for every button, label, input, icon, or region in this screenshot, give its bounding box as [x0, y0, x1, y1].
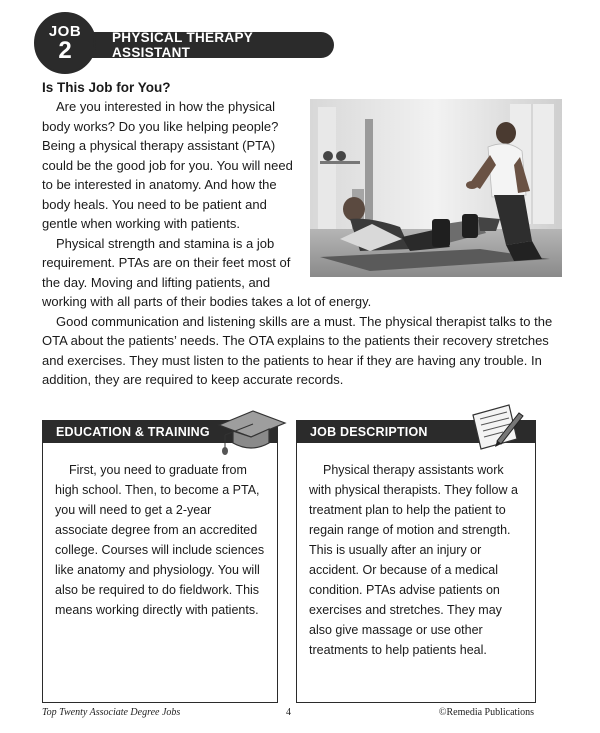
page-number: 4	[286, 707, 291, 718]
job-description-box	[296, 420, 536, 703]
page-title: PHYSICAL THERAPY ASSISTANT	[112, 30, 253, 60]
section-heading: Is This Job for You?	[42, 80, 171, 95]
document-pen-icon	[467, 401, 525, 453]
communication-paragraph: Good communication and listening skills are a must. The physical therapist talks to the OTA about the patients’ needs. The OTA explains to the patients their recovery stretches and exercises. They must listen to the patients to hear if they are having any trouble. In addition, they are required to keep accurate records.	[42, 313, 553, 387]
intro-paragraph: Are you interested in how the physical body works? Do you like helping people? Being a physical therapy assistant (PTA) could be the good job for you. You will need to be interested in anatomy. And how the body heals. You need to be patient and gentle when working with patients.	[42, 99, 293, 231]
footer-copyright: ©Remedia Publications	[438, 707, 534, 718]
education-box-text: First, you need to graduate from high school. Then, to become a PTA, you will need to get a 2-year associate degree from an accredited college. Courses will include sciences like anatomy and physiology. You will also be required to do fieldwork. This means working directly with patients.	[55, 463, 265, 617]
job-description-title: JOB DESCRIPTION	[310, 425, 428, 439]
job-description-text: Physical therapy assistants work with physical therapists. They follow a treatment plan to help the patient to regain range of motion and strength. This is usually after an injury or accident. Or because of a medical condition. PTAs advise patients on exercises and stretches. They may also give massage or use other treatments to help patients heal.	[309, 463, 518, 657]
main-article	[42, 97, 562, 390]
education-box-title: EDUCATION & TRAINING	[56, 425, 210, 439]
job-number: 2	[58, 36, 72, 64]
strength-paragraph: Physical strength and stamina is a job requirement. PTAs are on their feet most of the day. Moving and lifting patients, and working with all parts of their bodies takes a lot of energy.	[42, 235, 372, 309]
page-title-bar	[78, 32, 334, 58]
job-label: JOB	[48, 22, 82, 40]
therapy-photo	[310, 99, 562, 277]
job-number-badge	[34, 12, 96, 74]
graduation-cap-icon	[215, 405, 287, 455]
education-training-box	[42, 420, 278, 703]
footer-book-title: Top Twenty Associate Degree Jobs	[42, 707, 181, 718]
